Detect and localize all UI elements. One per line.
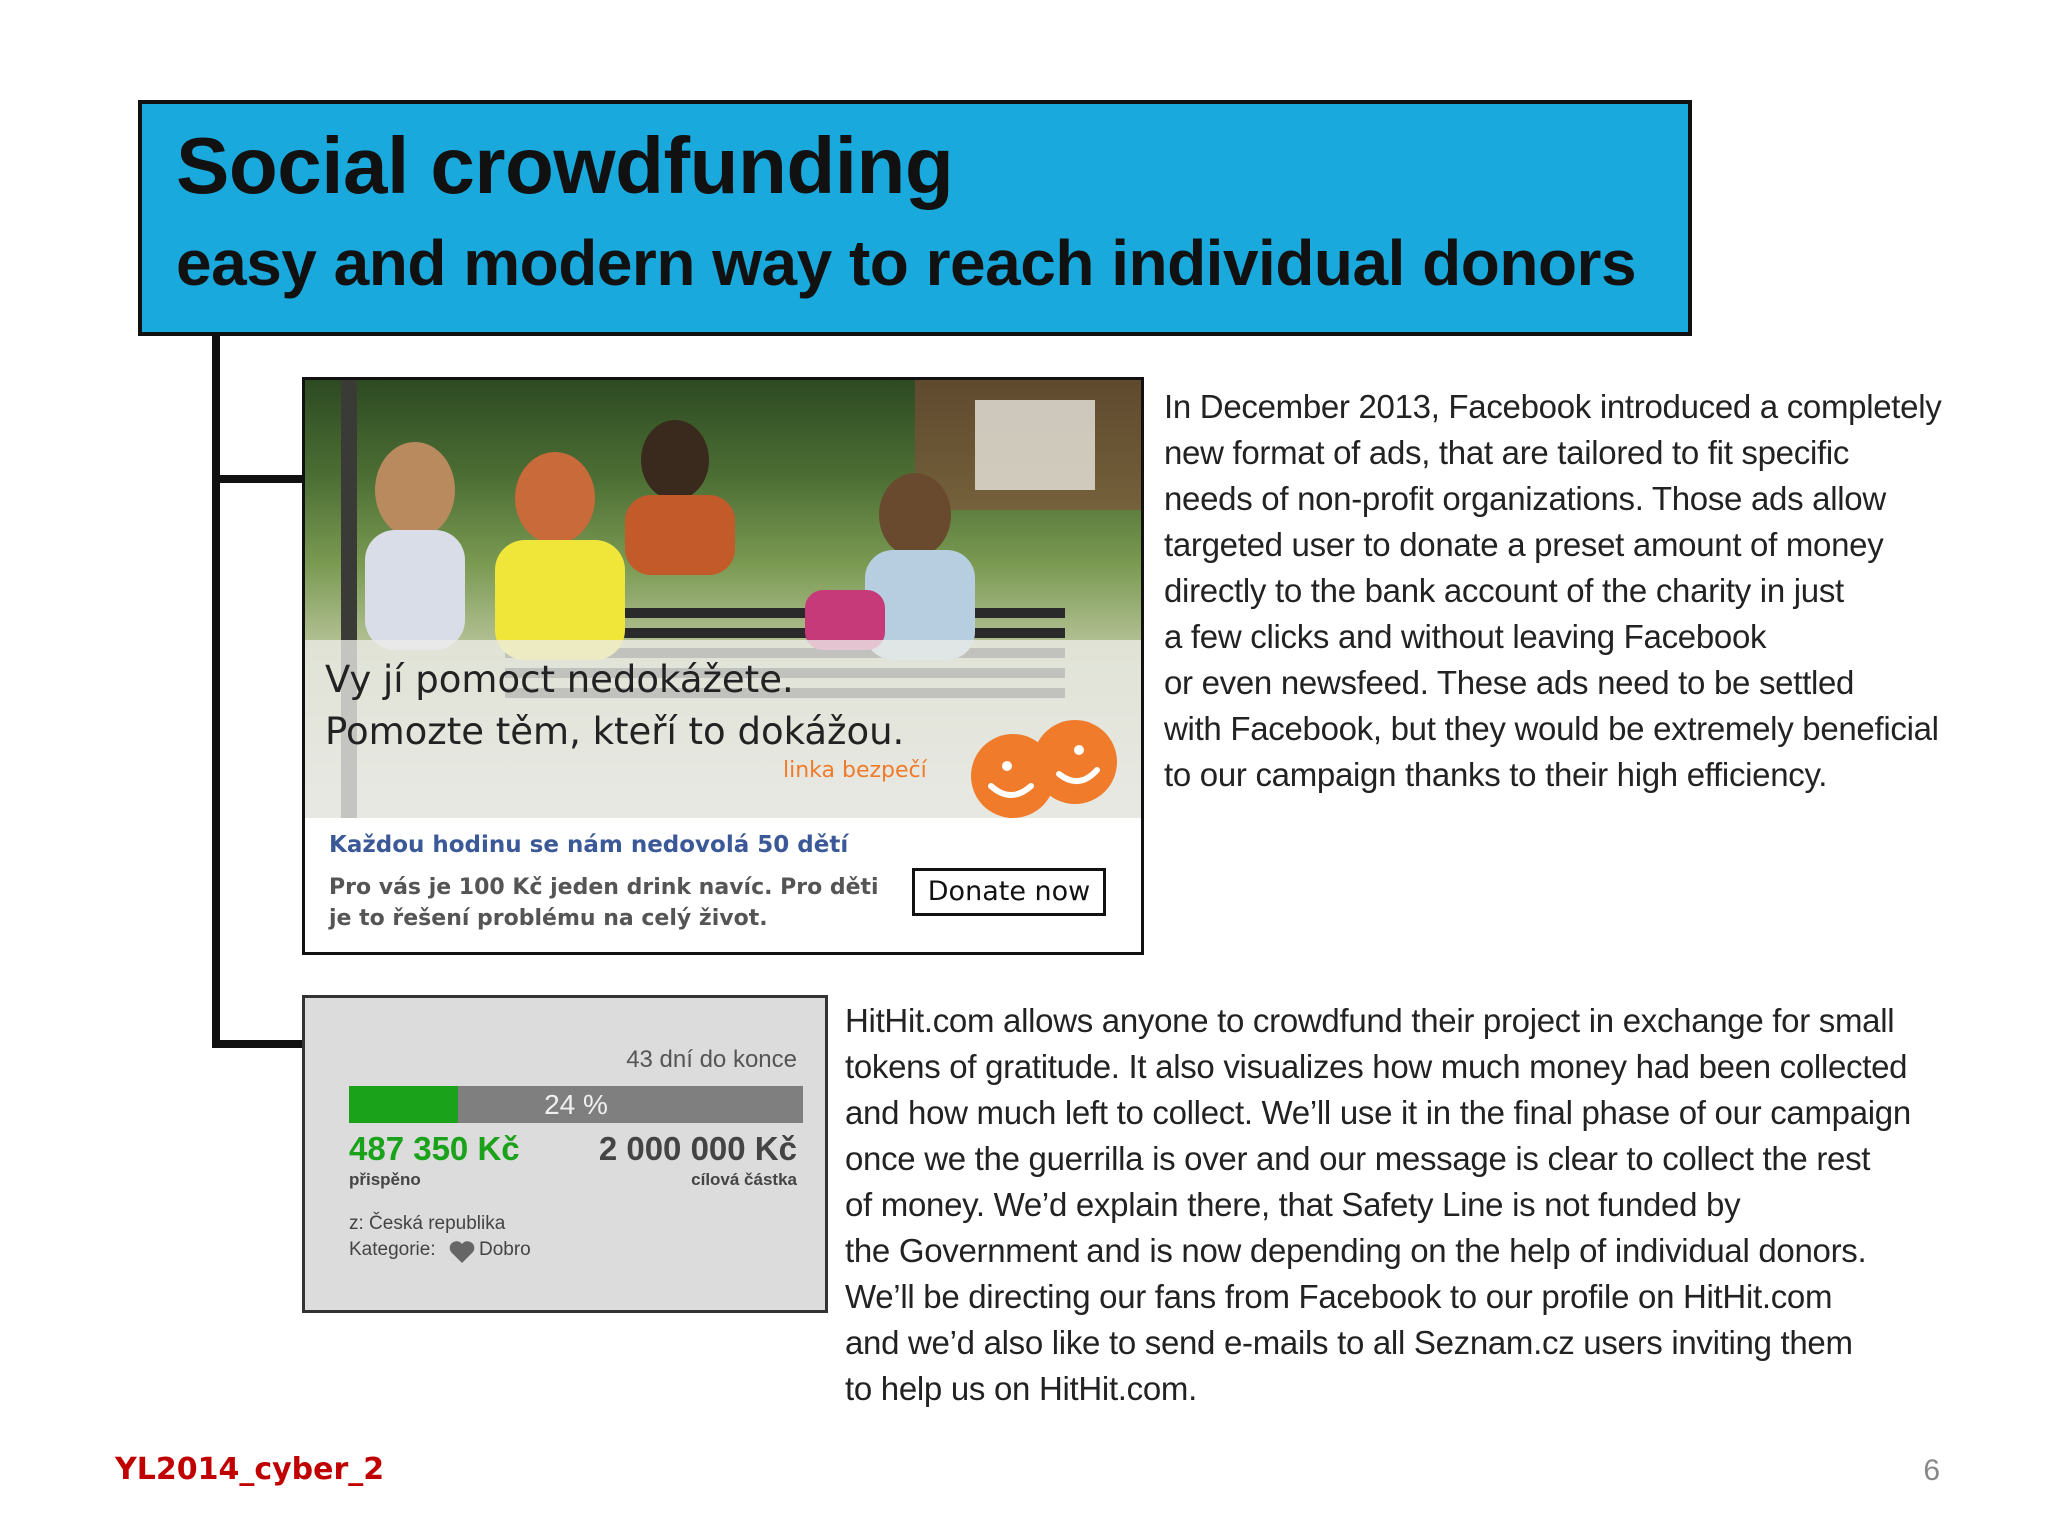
footer-code: YL2014_cyber_2 [115,1452,385,1487]
connector-vertical [212,336,220,1048]
title-box [138,100,1692,336]
smiley-faces-icon [969,712,1119,822]
category-value: Dobro [479,1239,531,1260]
origin-country: z: Česká republika [349,1213,506,1234]
ad-caption-line-2: je to řešení problému na celý život. [329,906,768,931]
hithit-widget [302,995,828,1313]
hithit-description: HitHit.com allows anyone to crowdfund their project in exchange for small tokens of gratitude. It also visualizes how much money had been collected and how much left to collect. We’ll use it in the final phase of our campaign once we the guerrilla is over and our message is clear to collect the rest of money. We’d explain there, that Safety Line is not funded by the Government and is now depending on the help of individual donors. We’ll be directing our fans from Facebook to our profile on HitHit.com and we’d also like to send e-mails to all Seznam.cz users inviting them to help us on HitHit.com. [845,1002,1911,1407]
ad-caption-line-1: Pro vás je 100 Kč jeden drink navíc. Pro děti [329,875,879,900]
slide-subtitle: easy and modern way to reach individual donors [176,227,1637,299]
ad-brand-name: linka bezpečí [783,758,927,783]
ad-headline-2: Pomozte těm, kteří to dokážou. [325,710,905,753]
slide-title: Social crowdfunding [176,121,954,210]
goal-amount: 2 000 000 Kč [598,1130,797,1167]
raised-amount: 487 350 Kč [349,1130,520,1167]
category-label: Kategorie: [349,1239,436,1260]
donate-now-button[interactable]: Donate now [912,868,1106,916]
ad-caption-title: Každou hodinu se nám nedovolá 50 dětí [329,832,849,858]
progress-label: 24 % [544,1089,608,1120]
facebook-ad [302,377,1144,955]
heart-icon [449,1240,475,1264]
days-left: 43 dní do konce [626,1046,797,1073]
facebook-description: In December 2013, Facebook introduced a completely new format of ads, that are tailored to fit specific needs of non-profit organizations. Those ads allow targeted user to donate a preset amount of money directly to the bank account of the charity in just a few clicks and without leaving Facebook or even newsfeed. These ads need to be settled with Facebook, but they would be extremely beneficial to our campaign thanks to their high efficiency. [1164,388,1942,793]
progress-bar [349,1086,803,1123]
goal-label: cílová částka [691,1170,797,1189]
connector-branch-ad [212,475,304,483]
page-number: 6 [1923,1454,1940,1487]
ad-headline-1: Vy jí pomoct nedokážete. [325,658,794,701]
connector-branch-hithit [212,1040,304,1048]
raised-label: přispěno [349,1170,421,1189]
